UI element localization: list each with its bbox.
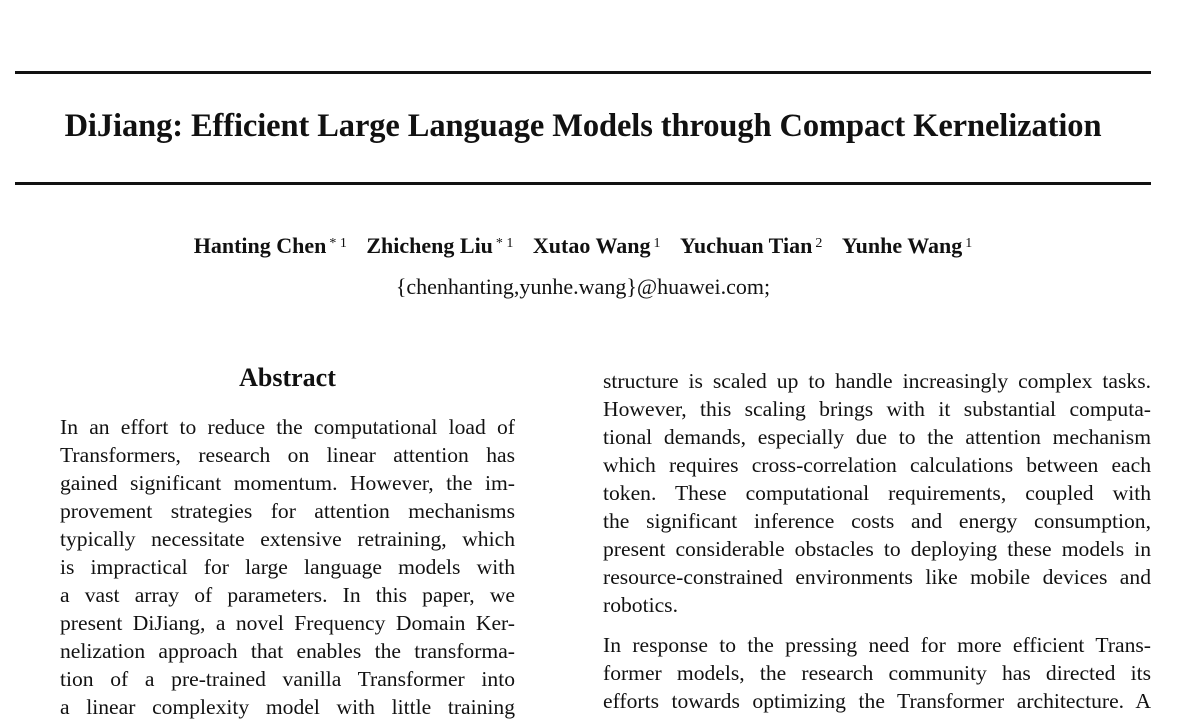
author-list — [0, 233, 1166, 259]
body-line: which requires cross-correlation calculations between each — [603, 453, 1151, 477]
author-affiliation: * 1 — [495, 236, 514, 251]
author-affiliation: 1 — [653, 236, 661, 251]
author-name: Xutao Wang — [532, 233, 651, 258]
body-line: However, this scaling brings with it substantial computa- — [603, 397, 1151, 421]
body-line: tional demands, especially due to the attention mechanism — [603, 425, 1151, 449]
author-affiliation: * 1 — [329, 236, 347, 251]
introduction-body — [603, 367, 1151, 715]
abstract-line: Transformers, research on linear attention has — [60, 443, 515, 467]
paper-title: DiJiang: Efficient Large Language Models through Compact Kernelization — [64, 108, 1102, 144]
body-line: token. These computational requirements, coupled with — [603, 481, 1151, 505]
body-line: the significant inference costs and energy consumption, — [603, 509, 1151, 533]
title-top-rule — [15, 71, 1151, 74]
author — [842, 233, 972, 259]
author-affiliation: 1 — [965, 236, 973, 251]
abstract-heading: Abstract — [239, 363, 336, 392]
abstract-line: a vast array of parameters. In this paper, we — [60, 583, 515, 607]
author — [194, 233, 347, 259]
paragraph-gap — [603, 619, 1151, 631]
author-affiliation: 2 — [815, 236, 823, 251]
body-line: structure is scaled up to handle increasingly complex tasks. — [603, 369, 1151, 393]
abstract-line: tion of a pre-trained vanilla Transformer into — [60, 667, 515, 691]
paragraph — [603, 367, 1151, 619]
author-name: Hanting Chen — [193, 233, 327, 258]
body-line: In response to the pressing need for more efficient Trans- — [603, 633, 1151, 657]
body-line: efforts towards optimizing the Transformer architecture. A — [603, 689, 1151, 713]
abstract-line: a linear complexity model with little training — [60, 695, 515, 719]
body-line: former models, the research community has directed its — [603, 661, 1151, 685]
body-line: present considerable obstacles to deploying these models in — [603, 537, 1151, 561]
body-line: robotics. — [603, 593, 678, 617]
paragraph — [603, 631, 1151, 715]
abstract-body — [60, 413, 515, 721]
abstract-line: is impractical for large language models with — [60, 555, 515, 579]
author-email: {chenhanting,yunhe.wang}@huawei.com; — [395, 274, 771, 299]
abstract-line: present DiJiang, a novel Frequency Domain Ker- — [60, 611, 515, 635]
abstract-line: gained significant momentum. However, the im- — [60, 471, 515, 495]
author — [366, 233, 513, 259]
abstract-line: provement strategies for attention mechanisms — [60, 499, 515, 523]
title-bottom-rule — [15, 182, 1151, 185]
author-name: Yunhe Wang — [841, 233, 963, 258]
author-name: Zhicheng Liu — [366, 233, 493, 258]
author-name: Yuchuan Tian — [680, 233, 813, 258]
author — [533, 233, 661, 259]
abstract-line: In an effort to reduce the computational load of — [60, 415, 515, 439]
author — [680, 233, 822, 259]
body-line: resource-constrained environments like mobile devices and — [603, 565, 1151, 589]
abstract-line: typically necessitate extensive retraining, which — [60, 527, 515, 551]
abstract-line: nelization approach that enables the transforma- — [60, 639, 515, 663]
